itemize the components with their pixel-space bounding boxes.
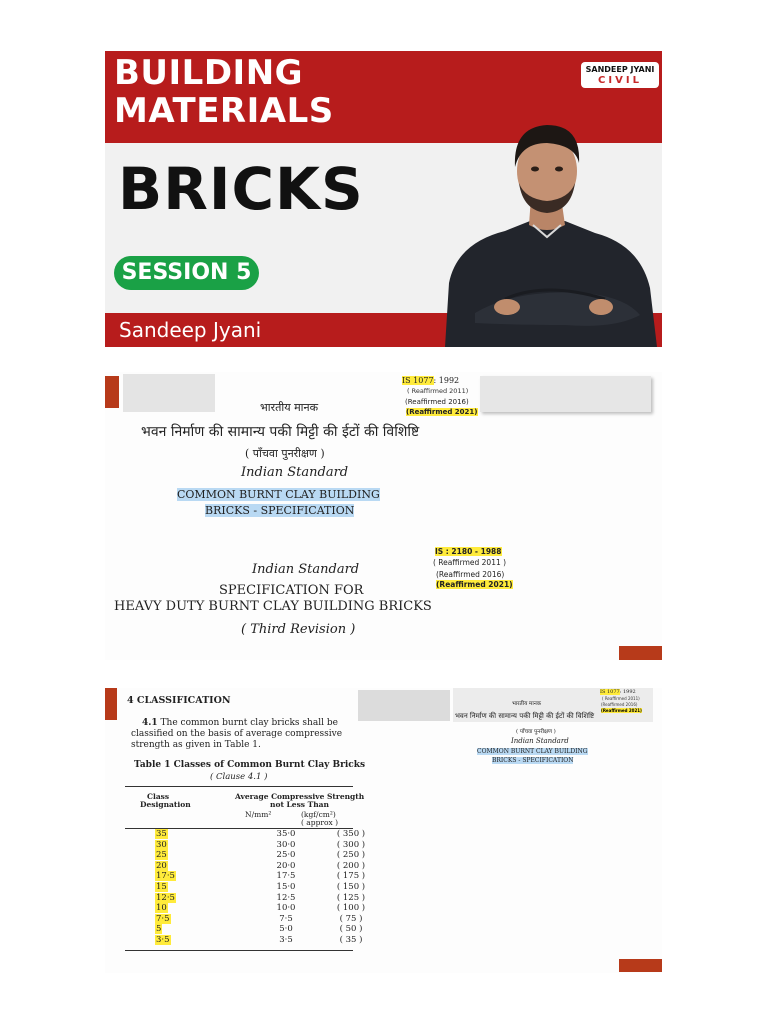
hindi-standard-label: भारतीय मानक: [260, 401, 319, 414]
classes-table: [125, 829, 381, 946]
table-row: [125, 850, 381, 861]
col2-header-2: not Less Than: [270, 800, 329, 809]
is1077-title-line2: [205, 504, 354, 517]
slide-accent-corner: [619, 646, 662, 660]
slide-accent-bar: [105, 376, 119, 408]
mini-year: : 1992: [619, 689, 636, 695]
is1077-year: : 1992: [433, 376, 460, 385]
strength-nmm2: 5·0: [279, 924, 293, 935]
mini-reaffirmed-2011: ( Reaffirmed 2011): [602, 696, 640, 701]
class-designation: [125, 935, 251, 946]
standards-slide: [105, 372, 662, 660]
table-row: [125, 893, 381, 904]
mini-label: Indian Standard: [511, 737, 569, 745]
class-designation: [125, 914, 251, 925]
table-row: [125, 924, 381, 935]
strength-nmm2: 7·5: [279, 913, 293, 924]
table-row: [125, 935, 381, 946]
para-line1: [142, 718, 338, 728]
is1077-reaffirmed-2016: (Reaffirmed 2016): [405, 398, 469, 406]
mini-title-line1-text: COMMON BURNT CLAY BUILDING: [477, 748, 588, 755]
is2180-reaffirmed-2021: (Reaffirmed 2021): [436, 580, 513, 589]
class-designation-value: 7·5: [156, 913, 170, 924]
strength-kgfcm2: ( 300 ): [336, 839, 366, 850]
unit-kgf: (kgf/cm²): [301, 810, 336, 819]
logo-text-top: SANDEEP JYANI: [585, 65, 655, 74]
hindi-revision: ( पाँचवा पुनरीक्षण ): [245, 447, 325, 460]
class-designation-value: 10: [156, 903, 167, 914]
class-designation-value: 25: [156, 850, 167, 861]
strength-nmm2: 17·5: [276, 871, 296, 882]
unit-mpa: N/mm²: [245, 810, 272, 819]
col1-header-1: Class: [147, 792, 170, 801]
section-heading: 4 CLASSIFICATION: [127, 695, 231, 706]
mini-title-line2: [492, 757, 573, 764]
is1077-title-line1-text: COMMON BURNT CLAY BUILDING: [177, 488, 380, 501]
is2180-label: Indian Standard: [252, 562, 360, 577]
strength-nmm2: 20·0: [276, 860, 296, 871]
course-title: [114, 54, 334, 130]
col2-header-1: Average Compressive Strength: [235, 792, 365, 801]
strength-kgfcm2: ( 250 ): [336, 850, 366, 861]
mini-reaffirmed-2021: (Reaffirmed 2021): [601, 708, 642, 713]
class-designation-value: 20: [156, 860, 167, 871]
mini-code: [600, 689, 636, 695]
table-row: [125, 903, 381, 914]
course-title-line1: BUILDING: [114, 53, 304, 93]
table-title: Table 1 Classes of Common Burnt Clay Bricks: [134, 760, 366, 770]
class-designation: [125, 871, 251, 882]
mini-hindi-revision: ( पाँचवा पुनरीक्षण ): [516, 729, 556, 735]
strength-nmm2: 3·5: [279, 934, 293, 945]
slide-header-box: [358, 690, 450, 721]
table-bottom-rule: [125, 950, 353, 951]
table-row: [125, 829, 381, 840]
strength-kgfcm2: ( 50 ): [339, 924, 363, 935]
class-designation: [125, 893, 251, 904]
title-slide-thumbnail: [105, 51, 662, 347]
is1077-title-line2-text: BRICKS - SPECIFICATION: [205, 504, 355, 517]
table-top-rule: [125, 786, 353, 787]
is1077-label: Indian Standard: [241, 465, 349, 480]
class-designation-value: 5: [156, 924, 162, 935]
mini-reaffirmed-2016: (Reaffirmed 2016): [601, 702, 638, 707]
para-line3: strength as given in Table 1.: [131, 740, 261, 750]
strength-nmm2: 30·0: [276, 839, 296, 850]
slide-accent-bar: [105, 688, 117, 720]
strength-nmm2: 15·0: [276, 881, 296, 892]
logo-text-bottom: CIVIL: [598, 75, 642, 86]
is2180-reaffirmed-2016: (Reaffirmed 2016): [436, 570, 505, 579]
is2180-title-line2: HEAVY DUTY BURNT CLAY BUILDING BRICKS: [114, 599, 432, 614]
is1077-reaffirmed-2011: ( Reaffirmed 2011): [407, 387, 469, 395]
slide-accent-corner: [619, 959, 662, 972]
strength-kgfcm2: ( 200 ): [336, 860, 366, 871]
para-number: 4.1: [142, 718, 158, 728]
strength-nmm2: 12·5: [276, 892, 296, 903]
table-row: [125, 914, 381, 925]
class-designation-value: 30: [156, 839, 167, 850]
is1077-code-label: IS 1077: [402, 376, 434, 385]
table-row: [125, 840, 381, 851]
mini-title-line1: [477, 748, 588, 755]
strength-kgfcm2: ( 150 ): [336, 881, 366, 892]
is1077-reaffirmed-2021: (Reaffirmed 2021): [406, 408, 478, 416]
para-line1-text: The common burnt clay bricks shall be: [160, 718, 338, 728]
class-designation-value: 17·5: [156, 871, 175, 882]
class-designation: [125, 861, 251, 872]
strength-kgfcm2: ( 175 ): [336, 871, 366, 882]
mini-hindi-title: भवन निर्माण की सामान्य पकी मिट्टी की ईटों की विशिष्टि: [455, 712, 595, 720]
class-designation-value: 3·5: [156, 934, 170, 945]
class-designation: [125, 829, 251, 840]
strength-kgfcm2: ( 125 ): [336, 892, 366, 903]
strength-kgfcm2: ( 75 ): [339, 913, 363, 924]
strength-nmm2: 35·0: [276, 829, 296, 839]
session-badge: SESSION 5: [114, 256, 259, 290]
mini-hindi-label: भारतीय मानक: [512, 701, 542, 707]
class-designation: [125, 840, 251, 851]
presenter-photo: [435, 93, 660, 347]
strength-nmm2: 10·0: [276, 903, 296, 914]
presenter-name: Sandeep Jyani: [119, 318, 262, 342]
slide-header-strip: [123, 374, 215, 412]
mini-title-line2-text: BRICKS - SPECIFICATION: [492, 757, 574, 764]
is1077-code: [402, 376, 459, 385]
class-designation-value: 35: [156, 829, 167, 839]
col1-header-2: Designation: [140, 800, 191, 809]
is2180-code: IS : 2180 - 1988: [435, 547, 502, 556]
mini-code-label: IS 1077: [600, 689, 620, 695]
is2180-reaffirmed-2011: ( Reaffirmed 2011 ): [433, 558, 507, 567]
channel-logo: [581, 62, 659, 88]
table-row: [125, 882, 381, 893]
class-designation: [125, 903, 251, 914]
class-designation: [125, 882, 251, 893]
is1077-title-line1: [177, 488, 380, 501]
slide-header-box: [480, 376, 651, 412]
table-row: [125, 871, 381, 882]
is2180-revision: ( Third Revision ): [241, 622, 356, 637]
class-designation: [125, 924, 251, 935]
class-designation: [125, 850, 251, 861]
unit-approx: ( approx ): [301, 818, 339, 827]
class-designation-value: 12·5: [156, 892, 175, 903]
strength-nmm2: 25·0: [276, 850, 296, 861]
table-row: [125, 861, 381, 872]
classification-slide: [105, 688, 662, 973]
is2180-title-line1: SPECIFICATION FOR: [219, 583, 364, 598]
strength-kgfcm2: ( 100 ): [336, 903, 366, 914]
para-line2: classified on the basis of average compressive: [131, 729, 343, 739]
class-designation-value: 15: [156, 881, 167, 892]
subject-title: BRICKS: [118, 155, 364, 223]
table-clause: ( Clause 4.1 ): [210, 772, 268, 782]
hindi-standard-title: भवन निर्माण की सामान्य पकी मिट्टी की ईटों की विशिष्टि: [141, 424, 420, 440]
strength-kgfcm2: ( 35 ): [339, 934, 363, 945]
strength-kgfcm2: ( 350 ): [336, 829, 366, 839]
course-title-line2: MATERIALS: [114, 91, 334, 131]
